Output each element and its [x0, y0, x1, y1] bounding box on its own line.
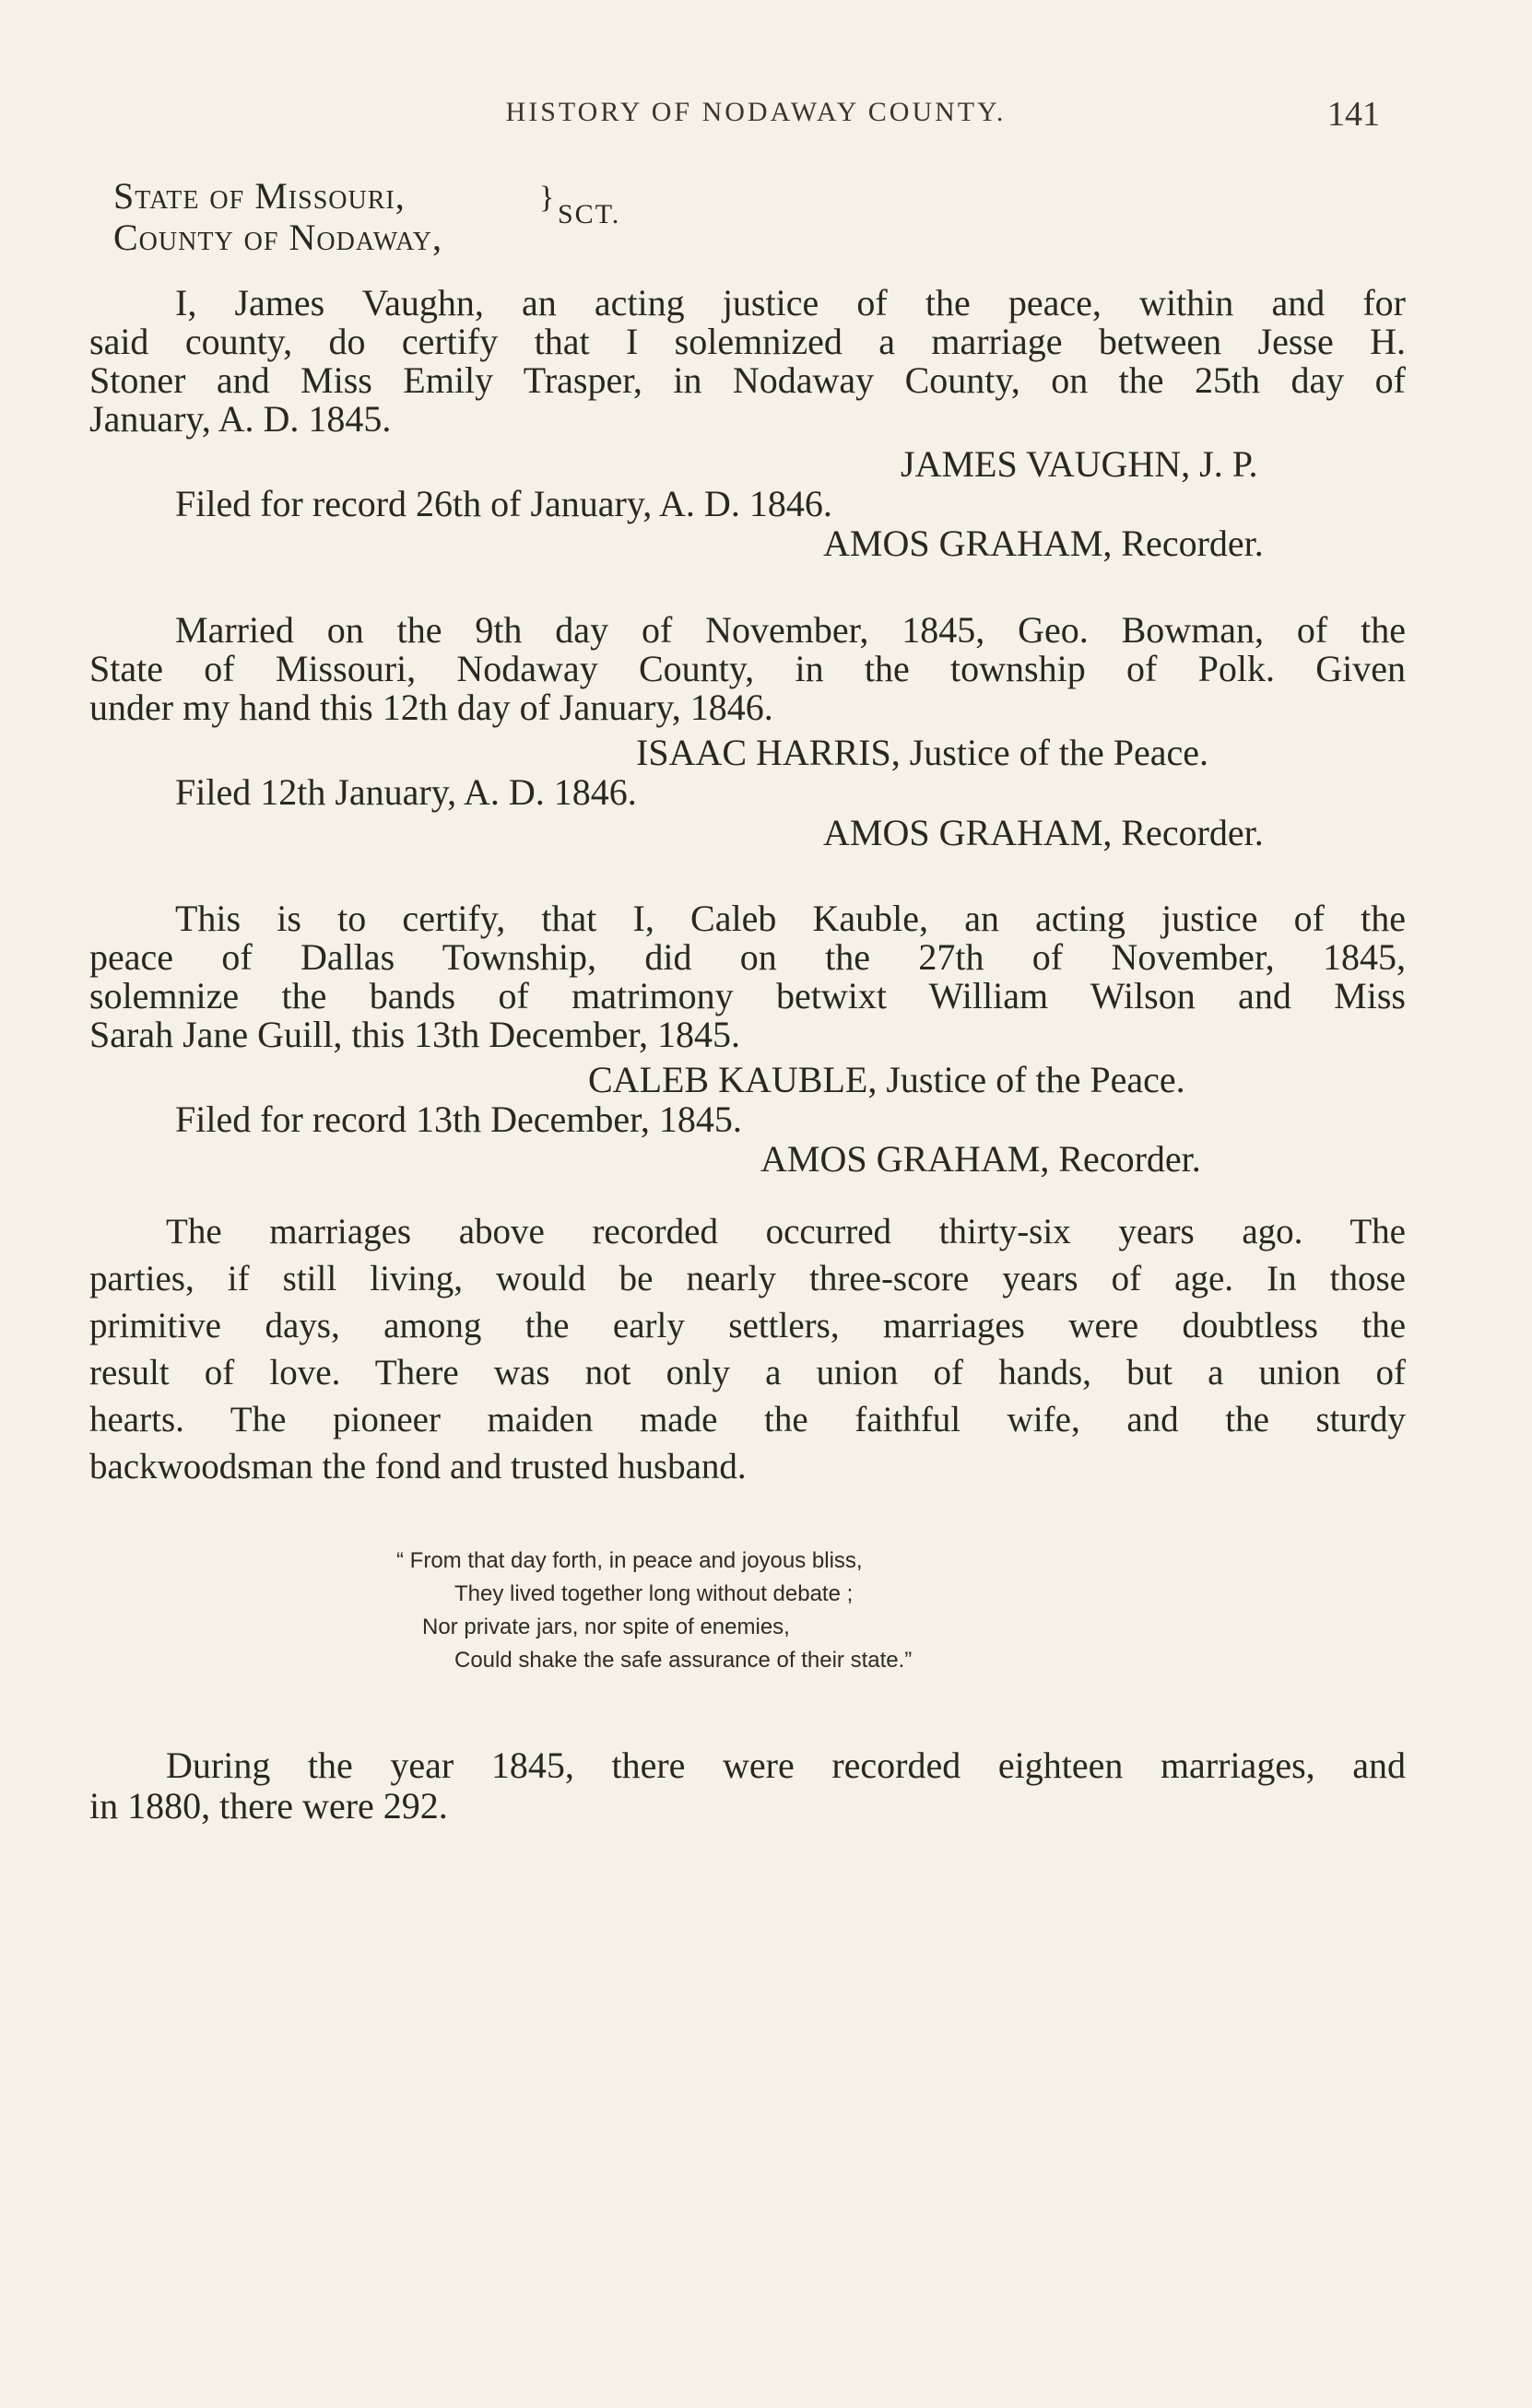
commentary-paragraph [89, 1208, 1406, 1490]
record-3-line: Sarah Jane Guill, this 13th December, 1845. [89, 1014, 741, 1055]
record-2-line: under my hand this 12th day of January, 1846. [89, 687, 773, 728]
page-number: 141 [1327, 95, 1380, 134]
record-1-recorder: AMOS GRAHAM, Recorder. [823, 523, 1264, 564]
commentary-line: result of love. There was not only a union of hands, but a union of [89, 1353, 1406, 1392]
poem-line: They lived together long without debate ; [454, 1581, 854, 1606]
poem-line: “ From that day forth, in peace and joyous bliss, [396, 1548, 863, 1573]
record-1-text [89, 284, 1406, 439]
commentary-line: backwoodsman the fond and trusted husband. [89, 1447, 747, 1486]
closing-line-2: in 1880, there were 292. [89, 1785, 448, 1827]
poem-line: Could shake the safe assurance of their state.” [454, 1648, 913, 1673]
record-3-line: solemnize the bands of matrimony betwixt William Wilson and Miss [89, 975, 1406, 1016]
record-3-filed: Filed for record 13th December, 1845. [175, 1098, 742, 1140]
commentary-line: parties, if still living, would be nearly three-score years of age. In those [89, 1259, 1406, 1298]
closing-paragraph [89, 1745, 1406, 1827]
record-2-line: State of Missouri, Nodaway County, in the township of Polk. Given [89, 648, 1406, 689]
record-3-line: This is to certify, that I, Caleb Kauble, an acting justice of the [175, 898, 1406, 939]
commentary-line: primitive days, among the early settlers, marriages were doubtless the [89, 1306, 1406, 1345]
record-1-line: January, A. D. 1845. [89, 398, 392, 440]
record-3-text [89, 899, 1406, 1054]
venue-county: County of Nodaway, [113, 217, 442, 258]
venue-state: State of Missouri, [113, 175, 406, 217]
record-2-line: Married on the 9th day of November, 1845, Geo. Bowman, of the [175, 609, 1406, 651]
venue-sct: SCT. [558, 199, 621, 229]
record-3-line: peace of Dallas Township, did on the 27th of November, 1845, [89, 936, 1406, 978]
venue-caption [113, 175, 442, 258]
record-1-line: I, James Vaughn, an acting justice of the peace, within and for [175, 282, 1406, 323]
record-3-signature: CALEB KAUBLE, Justice of the Peace. [588, 1059, 1185, 1100]
record-2-text [89, 611, 1406, 727]
record-2-filed: Filed 12th January, A. D. 1846. [175, 771, 637, 813]
record-3-recorder: AMOS GRAHAM, Recorder. [760, 1138, 1201, 1180]
closing-line-1: During the year 1845, there were recorded eighteen marriages, and [166, 1744, 1406, 1786]
commentary-line: The marriages above recorded occurred thirty-six years ago. The [166, 1212, 1406, 1251]
record-1-line: said county, do certify that I solemnized a marriage between Jesse H. [89, 321, 1406, 362]
record-1-signature: JAMES VAUGHN, J. P. [901, 443, 1258, 485]
poem-line: Nor private jars, nor spite of enemies, [422, 1615, 790, 1639]
record-2-signature: ISAAC HARRIS, Justice of the Peace. [636, 732, 1209, 773]
running-title: HISTORY OF NODAWAY COUNTY. [505, 97, 1007, 127]
poem-quotation [392, 1545, 912, 1677]
record-1-filed: Filed for record 26th of January, A. D. 1846. [175, 483, 832, 524]
record-2-recorder: AMOS GRAHAM, Recorder. [823, 812, 1264, 853]
commentary-line: hearts. The pioneer maiden made the faithful wife, and the sturdy [89, 1400, 1406, 1439]
record-1-line: Stoner and Miss Emily Trasper, in Nodaway County, on the 25th day of [89, 359, 1406, 401]
venue-brace: } [539, 181, 555, 215]
